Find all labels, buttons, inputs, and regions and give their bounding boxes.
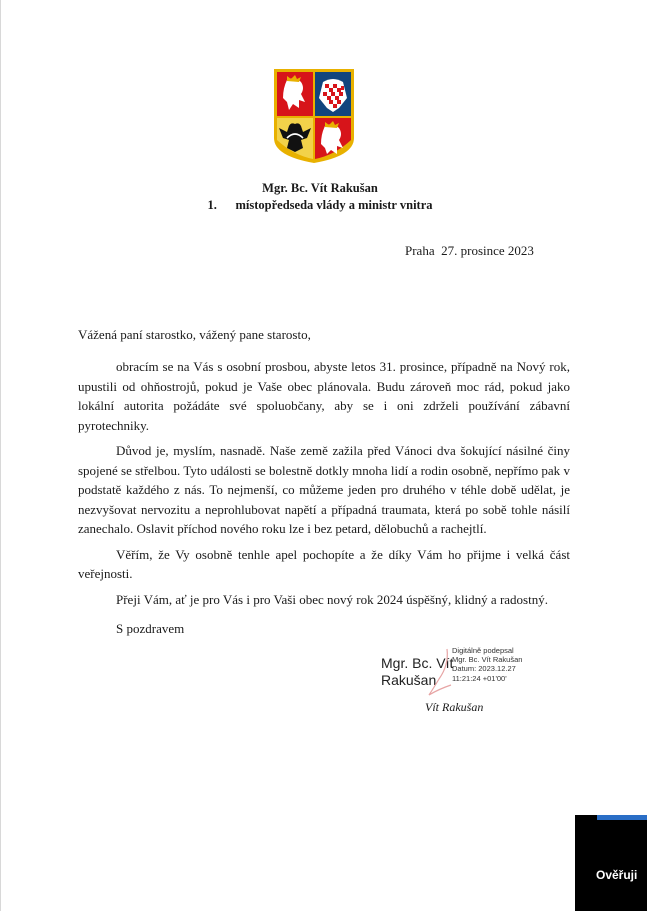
salutation: Vážená paní starostko, vážený pane starosto, xyxy=(78,327,311,342)
typed-signature: Vít Rakušan xyxy=(425,700,484,714)
letter-body xyxy=(78,357,570,615)
date-value: 27. prosince 2023 xyxy=(441,243,534,258)
letter-date xyxy=(405,243,534,259)
verify-button-label: Ověřuji xyxy=(596,868,638,882)
signature-detail-line: Datum: 2023.12.27 xyxy=(452,664,516,674)
signature-detail-line: 11:21:24 +01'00' xyxy=(452,673,507,683)
closing: S pozdravem xyxy=(116,621,185,636)
page-edge xyxy=(0,0,1,911)
sender-role: místopředseda vlády a ministr vnitra xyxy=(235,198,433,212)
date-city: Praha xyxy=(405,243,435,258)
verify-button[interactable] xyxy=(575,815,647,911)
sender-role-line xyxy=(0,197,640,214)
signature-detail-line: Digitálně podepsal xyxy=(452,646,514,655)
signature-stroke-icon xyxy=(425,645,455,700)
sender-name: Mgr. Bc. Vít Rakušan xyxy=(262,181,378,195)
digital-signature-details xyxy=(452,646,522,683)
paragraph: obracím se na Vás s osobní prosbou, abyste letos 31. prosince, případně na Nový rok, upustili od ohňostrojů, pokud je Vaše obec plánovala. Budu zároveň moc rád, pokud jako lokální autorita požádáte své spoluobčany, aby se i oni zdrželi používání zábavní pyrotechniky. xyxy=(78,359,570,433)
paragraph: Přeji Vám, ať je pro Vás i pro Vaši obec nový rok 2024 úspěšný, klidný a radostný. xyxy=(116,591,548,607)
signature-detail-line: Mgr. Bc. Vít Rakušan xyxy=(452,655,523,665)
signature-name-line: Rakušan xyxy=(381,672,437,688)
sender-role-number: 1. xyxy=(207,198,217,212)
signature-name-line: Mgr. Bc. Vít xyxy=(381,655,454,671)
czech-coat-of-arms-icon xyxy=(273,68,355,164)
paragraph: Důvod je, myslím, nasnadě. Naše země zažila před Vánoci dva šokující násilné činy spojené se střelbou. Tyto události se bolestně dotkly mnoha lidí a rodin osobně, nepřímo pak v podstatě každého z nás. To nejmenší, co můžeme jeden pro druhého v téhle době udělat, je nezvyšovat nervozitu a neprohlubovat napětí a případná traumata, která po sobě tohle násilí zanechalo. Oslavit příchod nového roku lze i bez petard, dělobuchů a rachejtlí. xyxy=(78,443,570,536)
sender-block xyxy=(0,180,640,214)
verify-accent-bar xyxy=(597,815,647,820)
paragraph: Věřím, že Vy osobně tenhle apel pochopíte a že díky Vám ho přijme i velká část veřejnosti. xyxy=(78,546,570,581)
